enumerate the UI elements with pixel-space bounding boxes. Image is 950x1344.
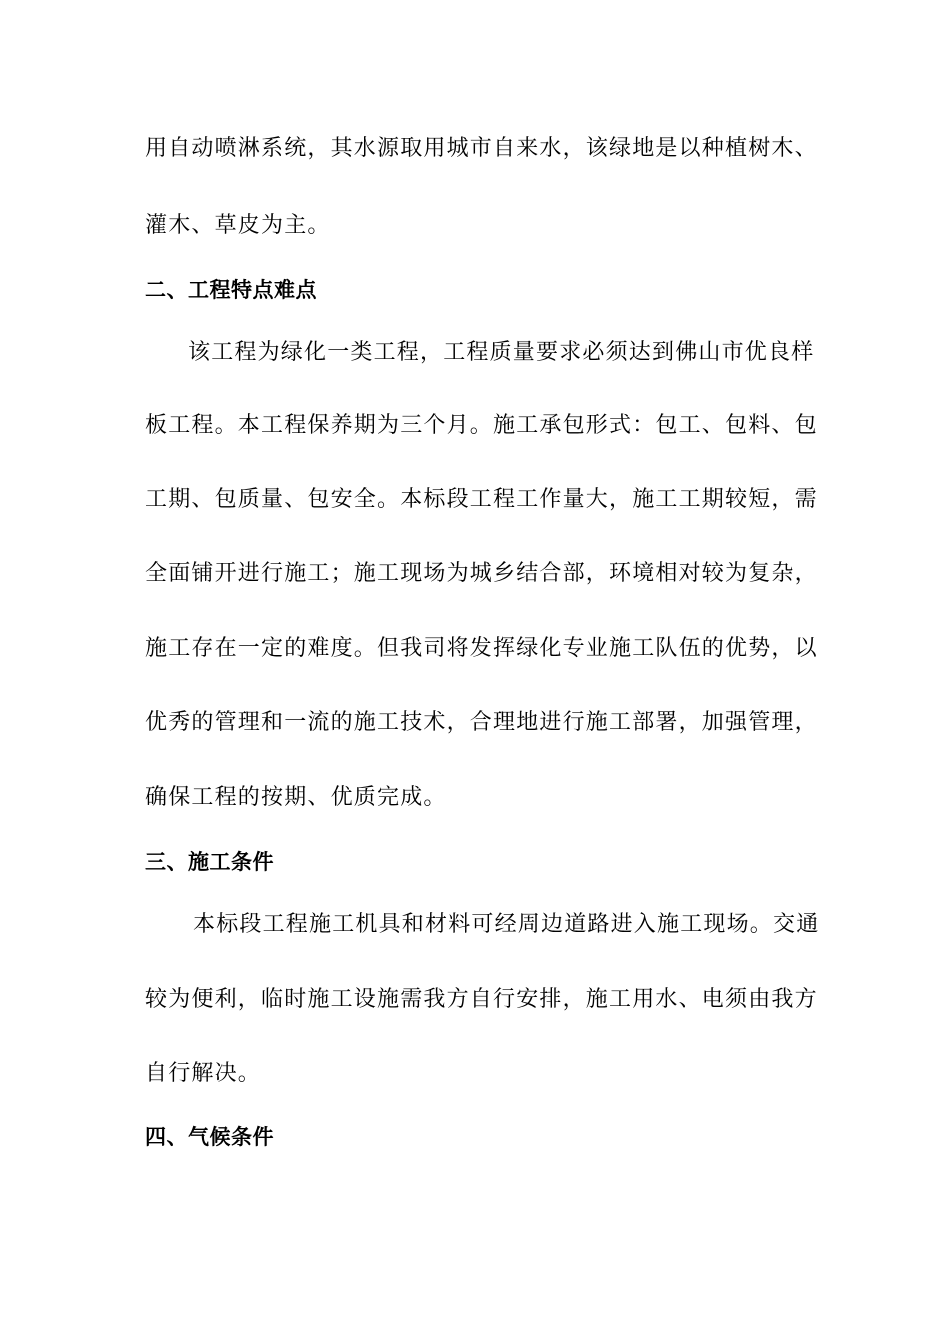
paragraph-line: 较为便利，临时施工设施需我方自行安排，施工用水、电须由我方 bbox=[145, 987, 818, 1012]
section-heading-features: 二、工程特点难点 bbox=[145, 277, 317, 302]
paragraph-line: 确保工程的按期、优质完成。 bbox=[145, 785, 447, 810]
paragraph-line: 灌木、草皮为主。 bbox=[145, 213, 331, 238]
paragraph-line: 本标段工程施工机具和材料可经周边道路进入施工现场。交通 bbox=[193, 912, 820, 937]
paragraph-line: 该工程为绿化一类工程，工程质量要求必须达到佛山市优良样 bbox=[188, 340, 815, 365]
paragraph-line: 用自动喷淋系统，其水源取用城市自来水，该绿地是以种植树木、 bbox=[145, 136, 818, 161]
section-heading-climate: 四、气候条件 bbox=[145, 1124, 274, 1149]
paragraph-line: 自行解决。 bbox=[145, 1061, 262, 1086]
paragraph-line: 工期、包质量、包安全。本标段工程工作量大，施工工期较短，需 bbox=[145, 487, 818, 512]
paragraph-line: 优秀的管理和一流的施工技术，合理地进行施工部署，加强管理， bbox=[145, 710, 818, 735]
paragraph-line: 施工存在一定的难度。但我司将发挥绿化专业施工队伍的优势，以 bbox=[145, 636, 818, 661]
section-heading-conditions: 三、施工条件 bbox=[145, 849, 274, 874]
paragraph-line: 全面铺开进行施工；施工现场为城乡结合部，环境相对较为复杂， bbox=[145, 561, 818, 586]
paragraph-line: 板工程。本工程保养期为三个月。施工承包形式：包工、包料、包 bbox=[145, 413, 818, 438]
